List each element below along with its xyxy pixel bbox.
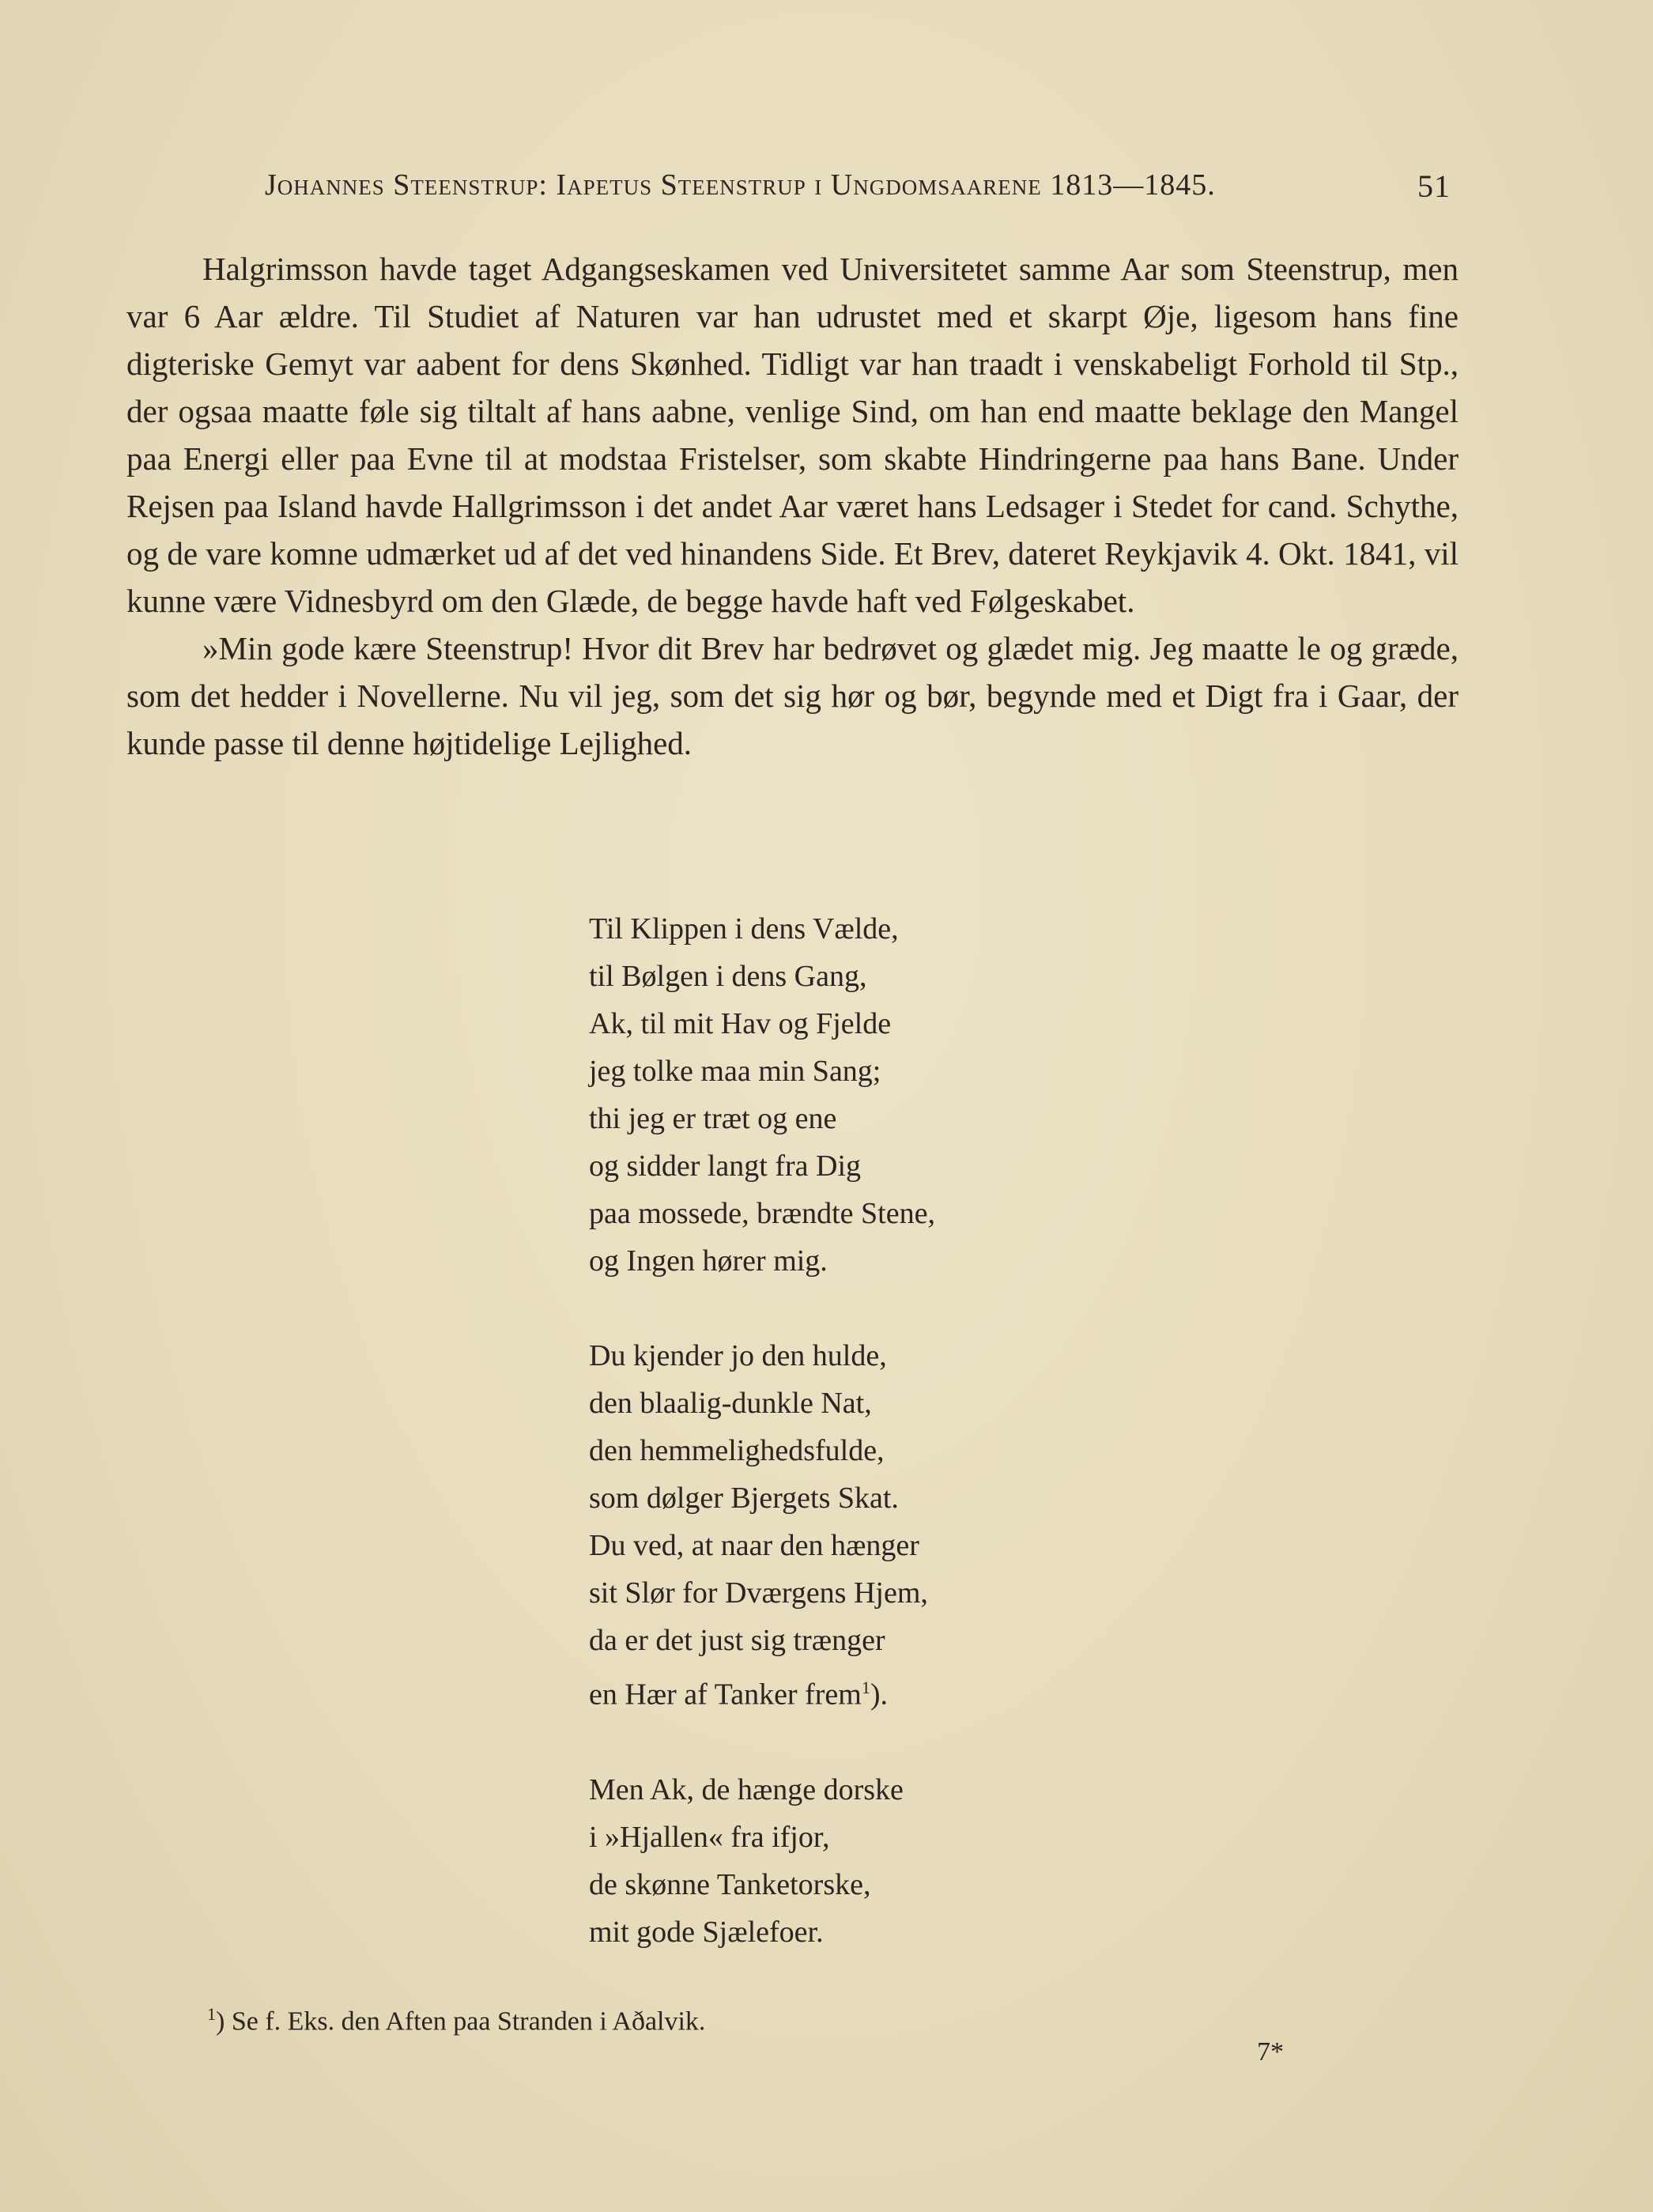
poem-line: som dølger Bjergets Skat. [589, 1482, 899, 1515]
running-head-title: Johannes Steenstrup: Iapetus Steenstrup i Ungdomsaarene 1813—1845. [265, 168, 1216, 202]
poem-stanza-3 [589, 1766, 1142, 1956]
footnote-reference: 1 [861, 1678, 870, 1697]
poem-line: thi jeg er træt og ene [589, 1102, 837, 1135]
poem-line: i »Hjallen« fra ifjor, [589, 1820, 830, 1854]
running-head [265, 168, 1451, 215]
poem [589, 905, 1142, 2003]
page-number: 51 [1417, 168, 1451, 204]
poem-line: og Ingen hører mig. [589, 1244, 828, 1278]
poem-line: paa mossede, brændte Stene, [589, 1197, 935, 1230]
footnote-marker: 1 [207, 2004, 216, 2024]
poem-line: da er det just sig trænger [589, 1624, 885, 1657]
poem-line: sit Slør for Dværgens Hjem, [589, 1576, 928, 1610]
poem-line: og sidder langt fra Dig [589, 1149, 862, 1183]
footnote-text: ) Se f. Eks. den Aften paa Stranden i Aðalvik. [216, 2006, 706, 2036]
poem-line: Ak, til mit Hav og Fjelde [589, 1007, 892, 1040]
poem-line-text: en Hær af Tanker frem [589, 1678, 862, 1712]
poem-line: den hemmelighedsfulde, [589, 1434, 885, 1467]
poem-stanza-1 [589, 905, 1142, 1285]
footnote [207, 2004, 705, 2036]
poem-line: Du kjender jo den hulde, [589, 1339, 887, 1372]
paragraph-2: »Min gode kære Steenstrup! Hvor dit Brev har bedrøvet og glædet mig. Jeg maatte le og græde, som det hedder i Novellerne. Nu vil jeg, som det sig hør og bør, begynde med et Digt fra i Gaar, der kunde passe til denne højtidelige Lejlighed. [126, 630, 1459, 761]
poem-line-end: ). [870, 1678, 888, 1712]
poem-line: de skønne Tanketorske, [589, 1867, 871, 1901]
poem-line: mit gode Sjælefoer. [589, 1915, 824, 1949]
signature-mark: 7* [1257, 2037, 1284, 2067]
poem-stanza-2 [589, 1332, 1142, 1719]
paragraph-1: Halgrimsson havde taget Adgangseskamen ved Universitetet samme Aar som Steenstrup, men var 6 Aar ældre. Til Studiet af Naturen var han udrustet med et skarpt Øje, ligesom hans fine digteriske Gemyt var aabent for dens Skønhed. Tidligt var han traadt i venskabeligt Forhold til Stp., der ogsaa maatte føle sig tiltalt af hans aabne, venlige Sind, om han end maatte beklage den Mangel paa Energi eller paa Evne til at modstaa Fristelser, som skabte Hindringerne paa hans Bane. Under Rejsen paa Island havde Hallgrimsson i det andet Aar været hans Ledsager i Stedet for cand. Schythe, og de vare komne udmærket ud af det ved hinandens Side. Et Brev, dateret Reykjavik 4. Okt. 1841, vil kunne være Vidnesbyrd om den Glæde, de begge havde haft ved Følgeskabet. [126, 251, 1459, 619]
poem-line-with-footnote [589, 1664, 1142, 1719]
poem-line: til Bølgen i dens Gang, [589, 960, 867, 993]
body-text [126, 245, 1459, 767]
poem-line: den blaalig-dunkle Nat, [589, 1387, 872, 1420]
poem-line: Du ved, at naar den hænger [589, 1529, 919, 1562]
poem-line: Til Klippen i dens Vælde, [589, 912, 899, 946]
poem-line: jeg tolke maa min Sang; [589, 1055, 881, 1088]
poem-line: Men Ak, de hænge dorske [589, 1772, 904, 1806]
